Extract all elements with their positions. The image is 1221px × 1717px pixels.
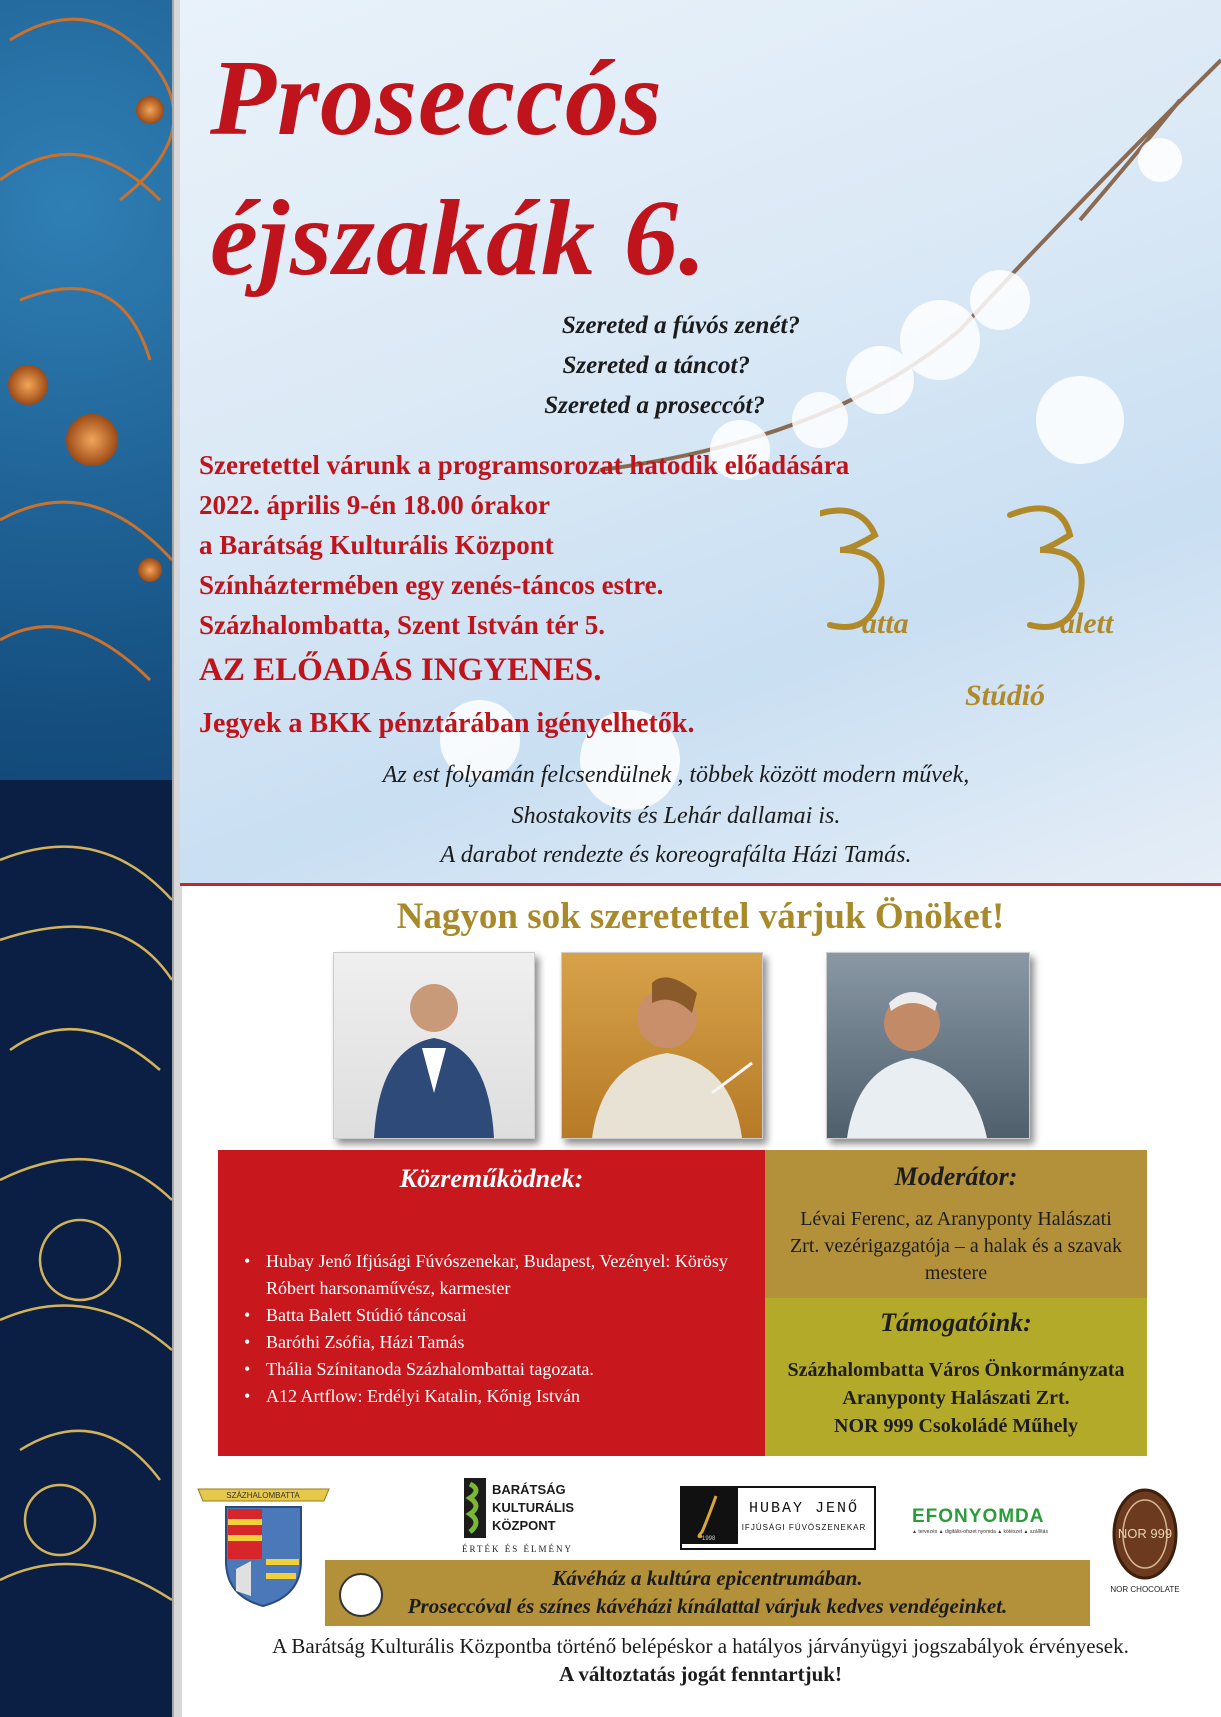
invitation-line: Színháztermében egy zenés-táncos estre. [199, 570, 664, 600]
efonyomda-logo [912, 1502, 1072, 1536]
hubay-logo-line1: HUBAY JENŐ [748, 1500, 860, 1517]
bkk-logo-line3: KÖZPONT [492, 1518, 556, 1533]
section-divider [180, 883, 1221, 886]
list-item: • Baróthi Zsófia, Házi Tamás [250, 1329, 780, 1356]
change-rights-notice: A változtatás jogát fenntartjuk! [559, 1662, 842, 1686]
sponsors-heading: Támogatóink: [880, 1308, 1032, 1337]
list-item: Aranyponty Halászati Zrt. [842, 1387, 1070, 1409]
list-item: Százhalombatta Város Önkormányzata [787, 1359, 1125, 1381]
list-item: NOR 999 Csokoládé Műhely [834, 1415, 1078, 1437]
portrait-figure [562, 953, 762, 1138]
hubay-logo-icon [682, 1488, 870, 1544]
crest-banner-text: SZÁZHALOMBATTA [226, 1491, 300, 1500]
list-item: • A12 Artflow: Erdélyi Katalin, Kőnig István [250, 1383, 780, 1410]
description-line: Az est folyamán felcsendülnek , többek között modern művek, [382, 762, 970, 788]
nor-chocolate-logo [1108, 1486, 1182, 1596]
health-regulation-notice: A Barátság Kulturális Központba történő belépéskor a hatályos járványügyi jogszabályok érvényesek. [272, 1634, 1129, 1658]
batta-logo-word2: alett [1060, 607, 1114, 640]
description-line: A darabot rendezte és koreografálta Házi Tamás. [440, 842, 912, 868]
efonyomda-logo-name: EFONYOMDA [912, 1506, 1045, 1527]
batta-logo-word1: atta [862, 607, 909, 640]
sponsors-box [765, 1298, 1147, 1456]
decorative-pattern-strip [0, 0, 172, 1717]
hubay-jeno-logo [680, 1486, 876, 1550]
poster-title-line-1: Proseccós [210, 39, 663, 158]
bkk-logo-line2: KULTURÁLIS [492, 1500, 575, 1515]
cafe-banner [325, 1560, 1090, 1626]
event-date: 2022. április 9-én 18.00 órakor [199, 490, 550, 520]
cafe-banner-line-1: Kávéház a kultúra epicentrumában. [552, 1566, 863, 1590]
question-3: Szereted a proseccót? [544, 392, 765, 419]
welcome-heading: Nagyon sok szeretettel várjuk Önöket! [396, 896, 1005, 937]
list-item: • Thália Színitanoda Százhalombattai tagozata. [250, 1356, 780, 1383]
moderator-heading: Moderátor: [894, 1162, 1018, 1191]
bkk-logo-line1: BARÁTSÁG [492, 1482, 566, 1497]
moderator-box [765, 1150, 1147, 1298]
ticket-info: Jegyek a BKK pénztárában igényelhetők. [199, 708, 695, 739]
batta-balett-logo-mark [820, 505, 1200, 735]
bkk-logo-icon [462, 1476, 587, 1556]
list-item: • Batta Balett Stúdió táncosai [250, 1302, 780, 1329]
efonyomda-logo-icon [912, 1502, 1072, 1536]
moderator-text: Lévai Ferenc, az Aranyponty Halászati Zrt. vezérigazgatója – a halak és a szavak mestere [789, 1208, 1123, 1284]
hubay-logo-line2: IFJÚSÁGI FÚVÓSZENEKAR [741, 1523, 867, 1532]
nor-logo-text: NOR 999 [1117, 1526, 1173, 1541]
nor-logo-caption: NOR CHOCOLATE [1110, 1585, 1180, 1594]
invitation-line: Szeretettel várunk a programsorozat hatodik előadására [199, 450, 850, 480]
bkk-logo-tagline: ÉRTÉK ÉS ÉLMÉNY [462, 1544, 573, 1554]
efonyomda-logo-tagline: ▲ tervezés ▲ digitális-ofszet nyomda ▲ kötészet ▲ szállítás [912, 1529, 1048, 1535]
portrait-figure [827, 953, 1029, 1138]
performer-photo-2 [561, 952, 763, 1139]
contributors-heading: Közreműködnek: [399, 1164, 584, 1193]
list-item: • Hubay Jenő Ifjúsági Fúvószenekar, Budapest, Vezényel: Körösy Róbert harsonaművész, karmester [250, 1248, 780, 1302]
sponsors-list [775, 1356, 1137, 1440]
performer-photo-1 [333, 952, 535, 1139]
question-1: Szereted a fúvós zenét? [561, 312, 800, 339]
invitation-line: a Barátság Kulturális Központ [199, 530, 554, 560]
performer-photo-3 [826, 952, 1030, 1139]
contributors-box [218, 1150, 765, 1456]
batta-balett-logo [820, 505, 1200, 735]
barátság-kulturális-központ-logo [462, 1476, 587, 1556]
portrait-figure [334, 953, 534, 1138]
event-address: Százhalombatta, Szent István tér 5. [199, 610, 605, 640]
szazhalombatta-crest-logo [196, 1481, 331, 1611]
question-2: Szereted a táncot? [562, 352, 750, 379]
ornament-pattern [0, 0, 172, 1717]
poster-title-line-2: éjszakák 6. [210, 179, 707, 298]
crest-icon [196, 1481, 331, 1611]
free-entry-notice: AZ ELŐADÁS INGYENES. [199, 652, 602, 688]
cafe-banner-line-2: Proseccóval és színes kávéházi kínálattal várjuk kedves vendégeinket. [407, 1594, 1008, 1618]
description-line: Shostakovits és Lehár dallamai is. [511, 803, 841, 829]
hubay-logo-year: 1998 [702, 1536, 716, 1542]
contributors-list [228, 1248, 780, 1410]
nor-logo-icon [1108, 1486, 1182, 1596]
batta-logo-word3: Stúdió [965, 679, 1046, 712]
